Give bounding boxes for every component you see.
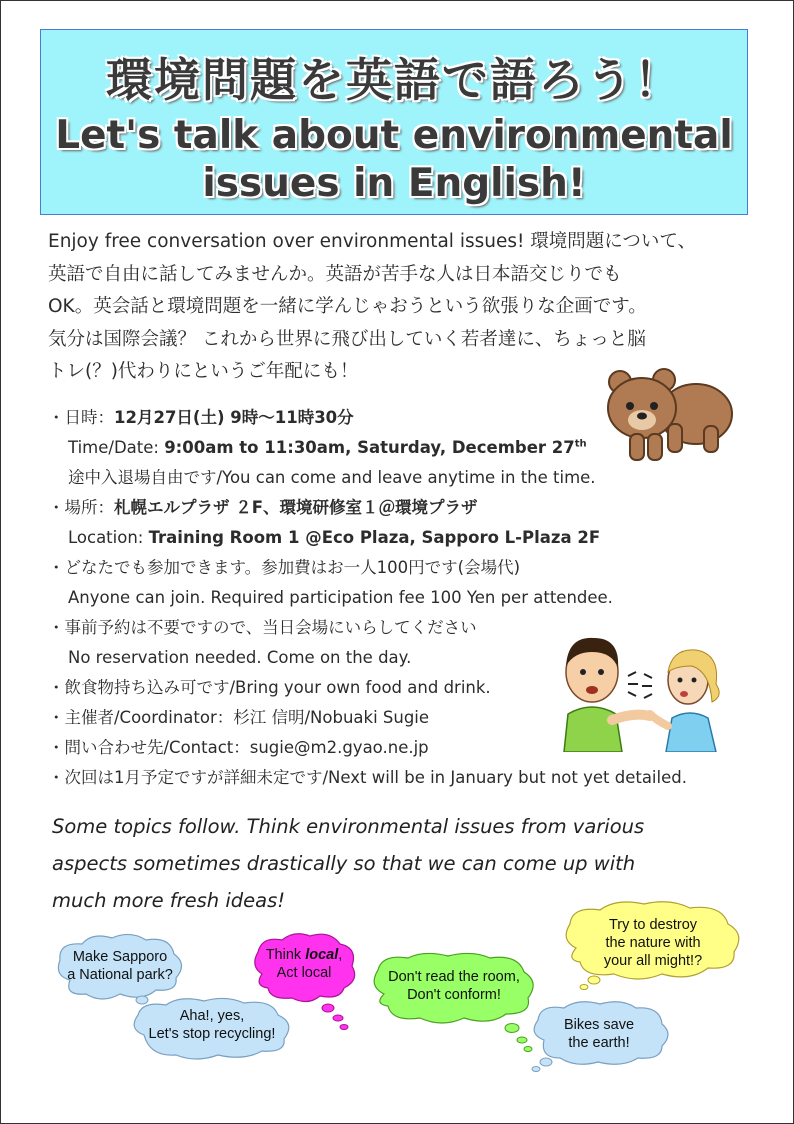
detail-contact: ・問い合わせ先/Contact：sugie@m2.gyao.ne.jp: [48, 738, 429, 757]
topics-line: much more fresh ideas!: [52, 889, 286, 912]
detail-coordinator: ・主催者/Coordinator：杉江 信明/Nobuaki Sugie: [48, 708, 430, 727]
title-banner: [40, 29, 748, 215]
detail-date-note: 途中入退場自由です/You can come and leave anytime in the time.: [68, 468, 596, 487]
detail-next: ・次回は1月予定ですが詳細未定です/Next will be in January but not yet detailed.: [48, 768, 687, 787]
topics-line: Some topics follow. Think environmental issues from various: [52, 815, 645, 838]
intro-line: OK。英会話と環境問題を一緒に学んじゃおうという欲張りな企画です。: [48, 296, 647, 317]
cloud-text: Don't read the room,: [388, 969, 520, 985]
cloud-text: Aha!, yes,: [179, 1008, 245, 1024]
cloud-text: the earth!: [568, 1035, 630, 1051]
people-illustration: [556, 632, 726, 756]
cloud-bikes-save-earth: [524, 996, 674, 1074]
cloud-text: Try to destroy: [608, 917, 698, 933]
cloud-text: Make Sapporo: [72, 949, 168, 965]
people-talking-icon: [556, 632, 726, 752]
title-english: [41, 112, 747, 208]
detail-date: ・日時：12月27日(土) 9時～11時30分: [48, 408, 354, 427]
intro-line: 気分は国際会議？ これから世界に飛び出していく若者達に、ちょっと脳: [48, 328, 646, 350]
cloud-text: Let's stop recycling!: [148, 1026, 276, 1042]
intro-paragraph: [48, 226, 748, 389]
detail-place: ・場所：札幌エルプラザ ２F、環境研修室１＠環境プラザ: [48, 498, 478, 517]
topics-line: aspects sometimes drastically so that we can come up with: [52, 852, 636, 875]
title-english-line1: Let's talk about environmental: [55, 113, 733, 158]
detail-place-english: Location: Training Room 1 @Eco Plaza, Sapporo L-Plaza 2F: [68, 528, 601, 547]
cloud-destroy-nature: [558, 898, 748, 990]
cloud-dont-read-the-room: [368, 950, 540, 1054]
cloud-text: Think local,: [265, 947, 343, 963]
detail-fee-english: Anyone can join. Required participation fee 100 Yen per attendee.: [68, 588, 613, 607]
cloud-text: Act local: [276, 965, 332, 981]
detail-reservation: ・事前予約は不要ですので、当日会場にいらしてください: [48, 618, 477, 637]
cloud-stop-recycling: [126, 995, 298, 1063]
cloud-text: Bikes save: [563, 1017, 635, 1033]
title-japanese: 環境問題を英語で語ろう！: [106, 53, 682, 107]
title-english-line2: issues in English!: [202, 161, 586, 206]
detail-fee: ・どなたでも参加できます。参加費はお一人100円です(会場代): [48, 558, 521, 577]
cloud-text: a National park?: [67, 967, 173, 983]
intro-line: トレ(？)代わりにというご年配にも！: [48, 361, 359, 382]
detail-food: ・飲食物持ち込み可です/Bring your own food and drink.: [48, 678, 491, 697]
detail-reservation-english: No reservation needed. Come on the day.: [68, 648, 412, 667]
detail-date-english: Time/Date: 9:00am to 11:30am, Saturday, December 27th: [68, 438, 587, 457]
intro-line: 英語で自由に話してみませんか。英語が苦手な人は日本語交じりでも: [48, 263, 622, 285]
cloud-text: your all might!?: [603, 953, 703, 969]
cloud-text: the nature with: [605, 935, 701, 951]
intro-line: Enjoy free conversation over environmental issues! 環境問題について、: [48, 231, 697, 252]
cloud-text: Don't conform!: [407, 987, 501, 1003]
